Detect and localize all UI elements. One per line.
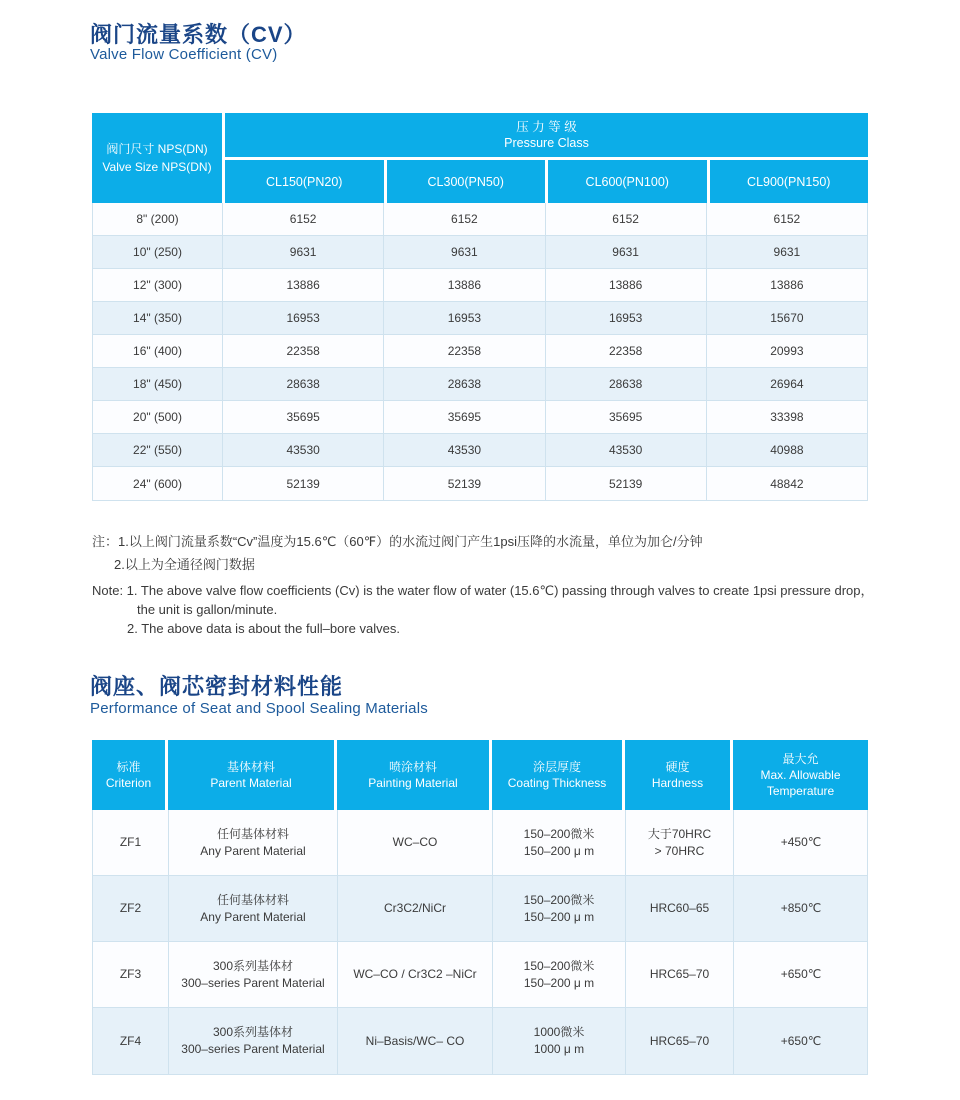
- cv-cell: 43530: [546, 434, 707, 467]
- cell-line-en: 150–200 μ m: [523, 843, 595, 858]
- cv-cell: 9631: [707, 236, 867, 269]
- size-cell: 12" (300): [93, 269, 223, 302]
- note-en-line3: 2. The above data is about the full–bore valves.: [127, 621, 400, 636]
- hardness-cell: [626, 1008, 734, 1074]
- cv-cell: 13886: [223, 269, 384, 302]
- sealing-materials-table: [92, 740, 868, 1075]
- cv-cell: 28638: [384, 368, 545, 401]
- table-row: [93, 203, 867, 236]
- parent-material-cell: [169, 876, 338, 942]
- cv-cell: 6152: [546, 203, 707, 236]
- cell-line-cn: HRC60–65: [649, 901, 710, 915]
- section2-title-en: Performance of Seat and Spool Sealing Materials: [90, 700, 428, 717]
- header-cn: 喷涂材料: [388, 760, 437, 774]
- cv-cell: 26964: [707, 368, 867, 401]
- column-header-cl900: CL900(PN150): [710, 160, 869, 203]
- section2-title-cn: 阀座、阀芯密封材料性能: [90, 674, 344, 699]
- note-cn-line2: 2.以上为全通径阀门数据: [114, 557, 255, 572]
- max-temperature-cell: +850℃: [734, 876, 868, 942]
- painting-material-cell: Cr3C2/NiCr: [338, 876, 493, 942]
- header-en: Max. Allowable: [760, 768, 841, 782]
- cv-cell: 33398: [707, 401, 867, 434]
- max-temperature-cell: +650℃: [780, 1033, 822, 1048]
- cell-line-cn: 1000微米: [533, 1025, 585, 1039]
- header-cn: 最大允: [782, 752, 819, 766]
- table-row: [93, 269, 867, 302]
- pressure-class-cn: 压 力 等 级: [516, 120, 577, 134]
- parent-material-cell: [169, 942, 338, 1008]
- table-row: [93, 467, 867, 500]
- cv-cell: 9631: [223, 236, 384, 269]
- header-en: Painting Material: [368, 776, 458, 790]
- column-header-criterion: [92, 740, 168, 810]
- column-header-hardness: [625, 740, 733, 810]
- cv-cell: 13886: [546, 269, 707, 302]
- cv-cell: 52139: [384, 467, 545, 500]
- criterion-cell: ZF1: [93, 810, 169, 876]
- pressure-class-en: Pressure Class: [504, 136, 589, 150]
- size-cell: 14" (350): [93, 302, 223, 335]
- cell-line-en: > 70HRC: [654, 843, 705, 858]
- cell-line-cn: HRC65–70: [649, 967, 710, 981]
- cell-line-cn: 任何基体材料: [216, 892, 289, 907]
- header-cn: 硬度: [665, 760, 690, 774]
- cell-line-cn: 300系列基体材: [212, 1025, 294, 1039]
- column-header-max-temperature: [733, 740, 868, 810]
- cell-line-cn: 150–200微米: [523, 958, 595, 973]
- criterion-cell: ZF4: [93, 1008, 169, 1074]
- table-row: [93, 942, 867, 1008]
- painting-material-cell: WC–CO: [338, 810, 493, 876]
- table-row: [93, 1008, 867, 1074]
- header-cn: 标准: [116, 760, 141, 774]
- valve-size-header-en: Valve Size NPS(DN): [102, 160, 212, 174]
- pressure-class-group-cell: [225, 113, 868, 157]
- table-row: [93, 401, 867, 434]
- cv-cell: 35695: [223, 401, 384, 434]
- note-cn-line1: 注：1.以上阀门流量系数“Cv”温度为15.6℃（60℉）的水流过阀门产生1psi压降的水流量，单位为加仑/分钟: [92, 534, 703, 549]
- table-row: [93, 434, 867, 467]
- cell-line-cn: 300系列基体材: [212, 958, 294, 973]
- cv-cell: 20993: [707, 335, 867, 368]
- cv-cell: 22358: [546, 335, 707, 368]
- table-row: [93, 335, 867, 368]
- valve-size-header-cell: [92, 113, 222, 203]
- header-en: Parent Material: [210, 776, 292, 790]
- cv-cell: 9631: [384, 236, 545, 269]
- parent-material-cell: [169, 810, 338, 876]
- cv-cell: 13886: [384, 269, 545, 302]
- cv-cell: 28638: [546, 368, 707, 401]
- cv-cell: 28638: [223, 368, 384, 401]
- flow-table-body: [92, 203, 868, 501]
- header-cn: 涂层厚度: [532, 760, 581, 774]
- coating-thickness-cell: [493, 1008, 626, 1074]
- sealing-table-header: [92, 740, 868, 810]
- size-cell: 24" (600): [93, 467, 223, 500]
- max-temperature-cell: +650℃: [734, 942, 868, 1008]
- cv-cell: 48842: [770, 476, 804, 491]
- hardness-cell: [626, 876, 734, 942]
- table-row: [93, 876, 867, 942]
- column-header-cl600: CL600(PN100): [548, 160, 707, 203]
- column-header-parent-material: [168, 740, 337, 810]
- cv-cell: 52139: [223, 467, 384, 500]
- cv-cell: 16953: [223, 302, 384, 335]
- header-cn: 基体材料: [226, 760, 275, 774]
- cell-line-en: 300–series Parent Material: [181, 1042, 325, 1056]
- column-header-painting-material: [337, 740, 492, 810]
- size-cell: 8" (200): [93, 203, 223, 236]
- table-row: [93, 810, 867, 876]
- hardness-cell: [626, 810, 734, 876]
- coating-thickness-cell: [493, 942, 626, 1008]
- column-header-coating-thickness: [492, 740, 625, 810]
- parent-material-cell: [169, 1008, 338, 1074]
- criterion-cell: ZF3: [93, 942, 169, 1008]
- cell-line-en: 150–200 μ m: [523, 909, 595, 924]
- size-cell: 18" (450): [93, 368, 223, 401]
- header-en: Coating Thickness: [507, 776, 607, 790]
- cell-line-en: Any Parent Material: [200, 909, 306, 924]
- table-row: [93, 302, 867, 335]
- cell-line-en: 300–series Parent Material: [181, 975, 325, 990]
- cv-cell: 6152: [707, 203, 867, 236]
- cv-cell: 15670: [707, 302, 867, 335]
- cv-cell: 43530: [223, 434, 384, 467]
- painting-material-cell: Ni–Basis/WC– CO: [338, 1008, 493, 1074]
- cell-line-en: Any Parent Material: [200, 843, 306, 858]
- table-row: [93, 368, 867, 401]
- size-cell: 10" (250): [93, 236, 223, 269]
- cv-cell: 35695: [384, 401, 545, 434]
- hardness-cell: [626, 942, 734, 1008]
- cv-cell: 40988: [707, 434, 867, 467]
- flow-table-header: [92, 113, 868, 203]
- pressure-class-header-group: [225, 113, 868, 203]
- flow-coefficient-table: [92, 113, 868, 501]
- cell-line-cn: 150–200微米: [523, 892, 595, 907]
- size-cell: 20" (500): [93, 401, 223, 434]
- cv-cell: 9631: [546, 236, 707, 269]
- criterion-cell: ZF2: [93, 876, 169, 942]
- cv-cell: 16953: [384, 302, 545, 335]
- cv-cell: 43530: [384, 434, 545, 467]
- cell-line-cn: 150–200微米: [523, 826, 595, 841]
- cell-line-en: 1000 μ m: [533, 1042, 585, 1056]
- size-cell: 16" (400): [93, 335, 223, 368]
- column-header-cl300: CL300(PN50): [387, 160, 546, 203]
- cv-cell: 22358: [384, 335, 545, 368]
- cv-cell: 35695: [546, 401, 707, 434]
- valve-size-header-cn: 阀门尺寸 NPS(DN): [106, 142, 208, 156]
- pressure-class-columns: [225, 160, 868, 203]
- size-cell: 22" (550): [93, 434, 223, 467]
- cell-line-cn: 任何基体材料: [216, 826, 289, 841]
- coating-thickness-cell: [493, 876, 626, 942]
- coating-thickness-cell: [493, 810, 626, 876]
- cv-cell: 52139: [546, 467, 707, 500]
- note-en-line2: the unit is gallon/minute.: [137, 602, 278, 617]
- cell-line-cn: HRC65–70: [649, 1033, 710, 1048]
- header-en: Criterion: [105, 776, 152, 790]
- painting-material-cell: WC–CO / Cr3C2 –NiCr: [338, 942, 493, 1008]
- cell-line-en: 150–200 μ m: [523, 975, 595, 990]
- header-en: Hardness: [651, 776, 704, 790]
- table-row: [93, 236, 867, 269]
- cv-cell: 6152: [384, 203, 545, 236]
- sealing-table-body: [92, 810, 868, 1075]
- max-temperature-cell: +450℃: [734, 810, 868, 876]
- cv-cell: 13886: [707, 269, 867, 302]
- cv-cell: 16953: [546, 302, 707, 335]
- column-header-cl150: CL150(PN20): [225, 160, 384, 203]
- cv-cell: 6152: [223, 203, 384, 236]
- cell-line-cn: 大于70HRC: [647, 826, 712, 841]
- section1-title-cn: 阀门流量系数（CV）: [90, 22, 307, 47]
- cv-cell: 22358: [223, 335, 384, 368]
- section1-title-en: Valve Flow Coefficient (CV): [90, 46, 278, 63]
- note-en-line1: Note: 1. The above valve flow coefficients (Cv) is the water flow of water (15.6℃) passing through valves to create 1psi pressure drop，: [92, 583, 874, 598]
- header-en2: Temperature: [766, 784, 835, 798]
